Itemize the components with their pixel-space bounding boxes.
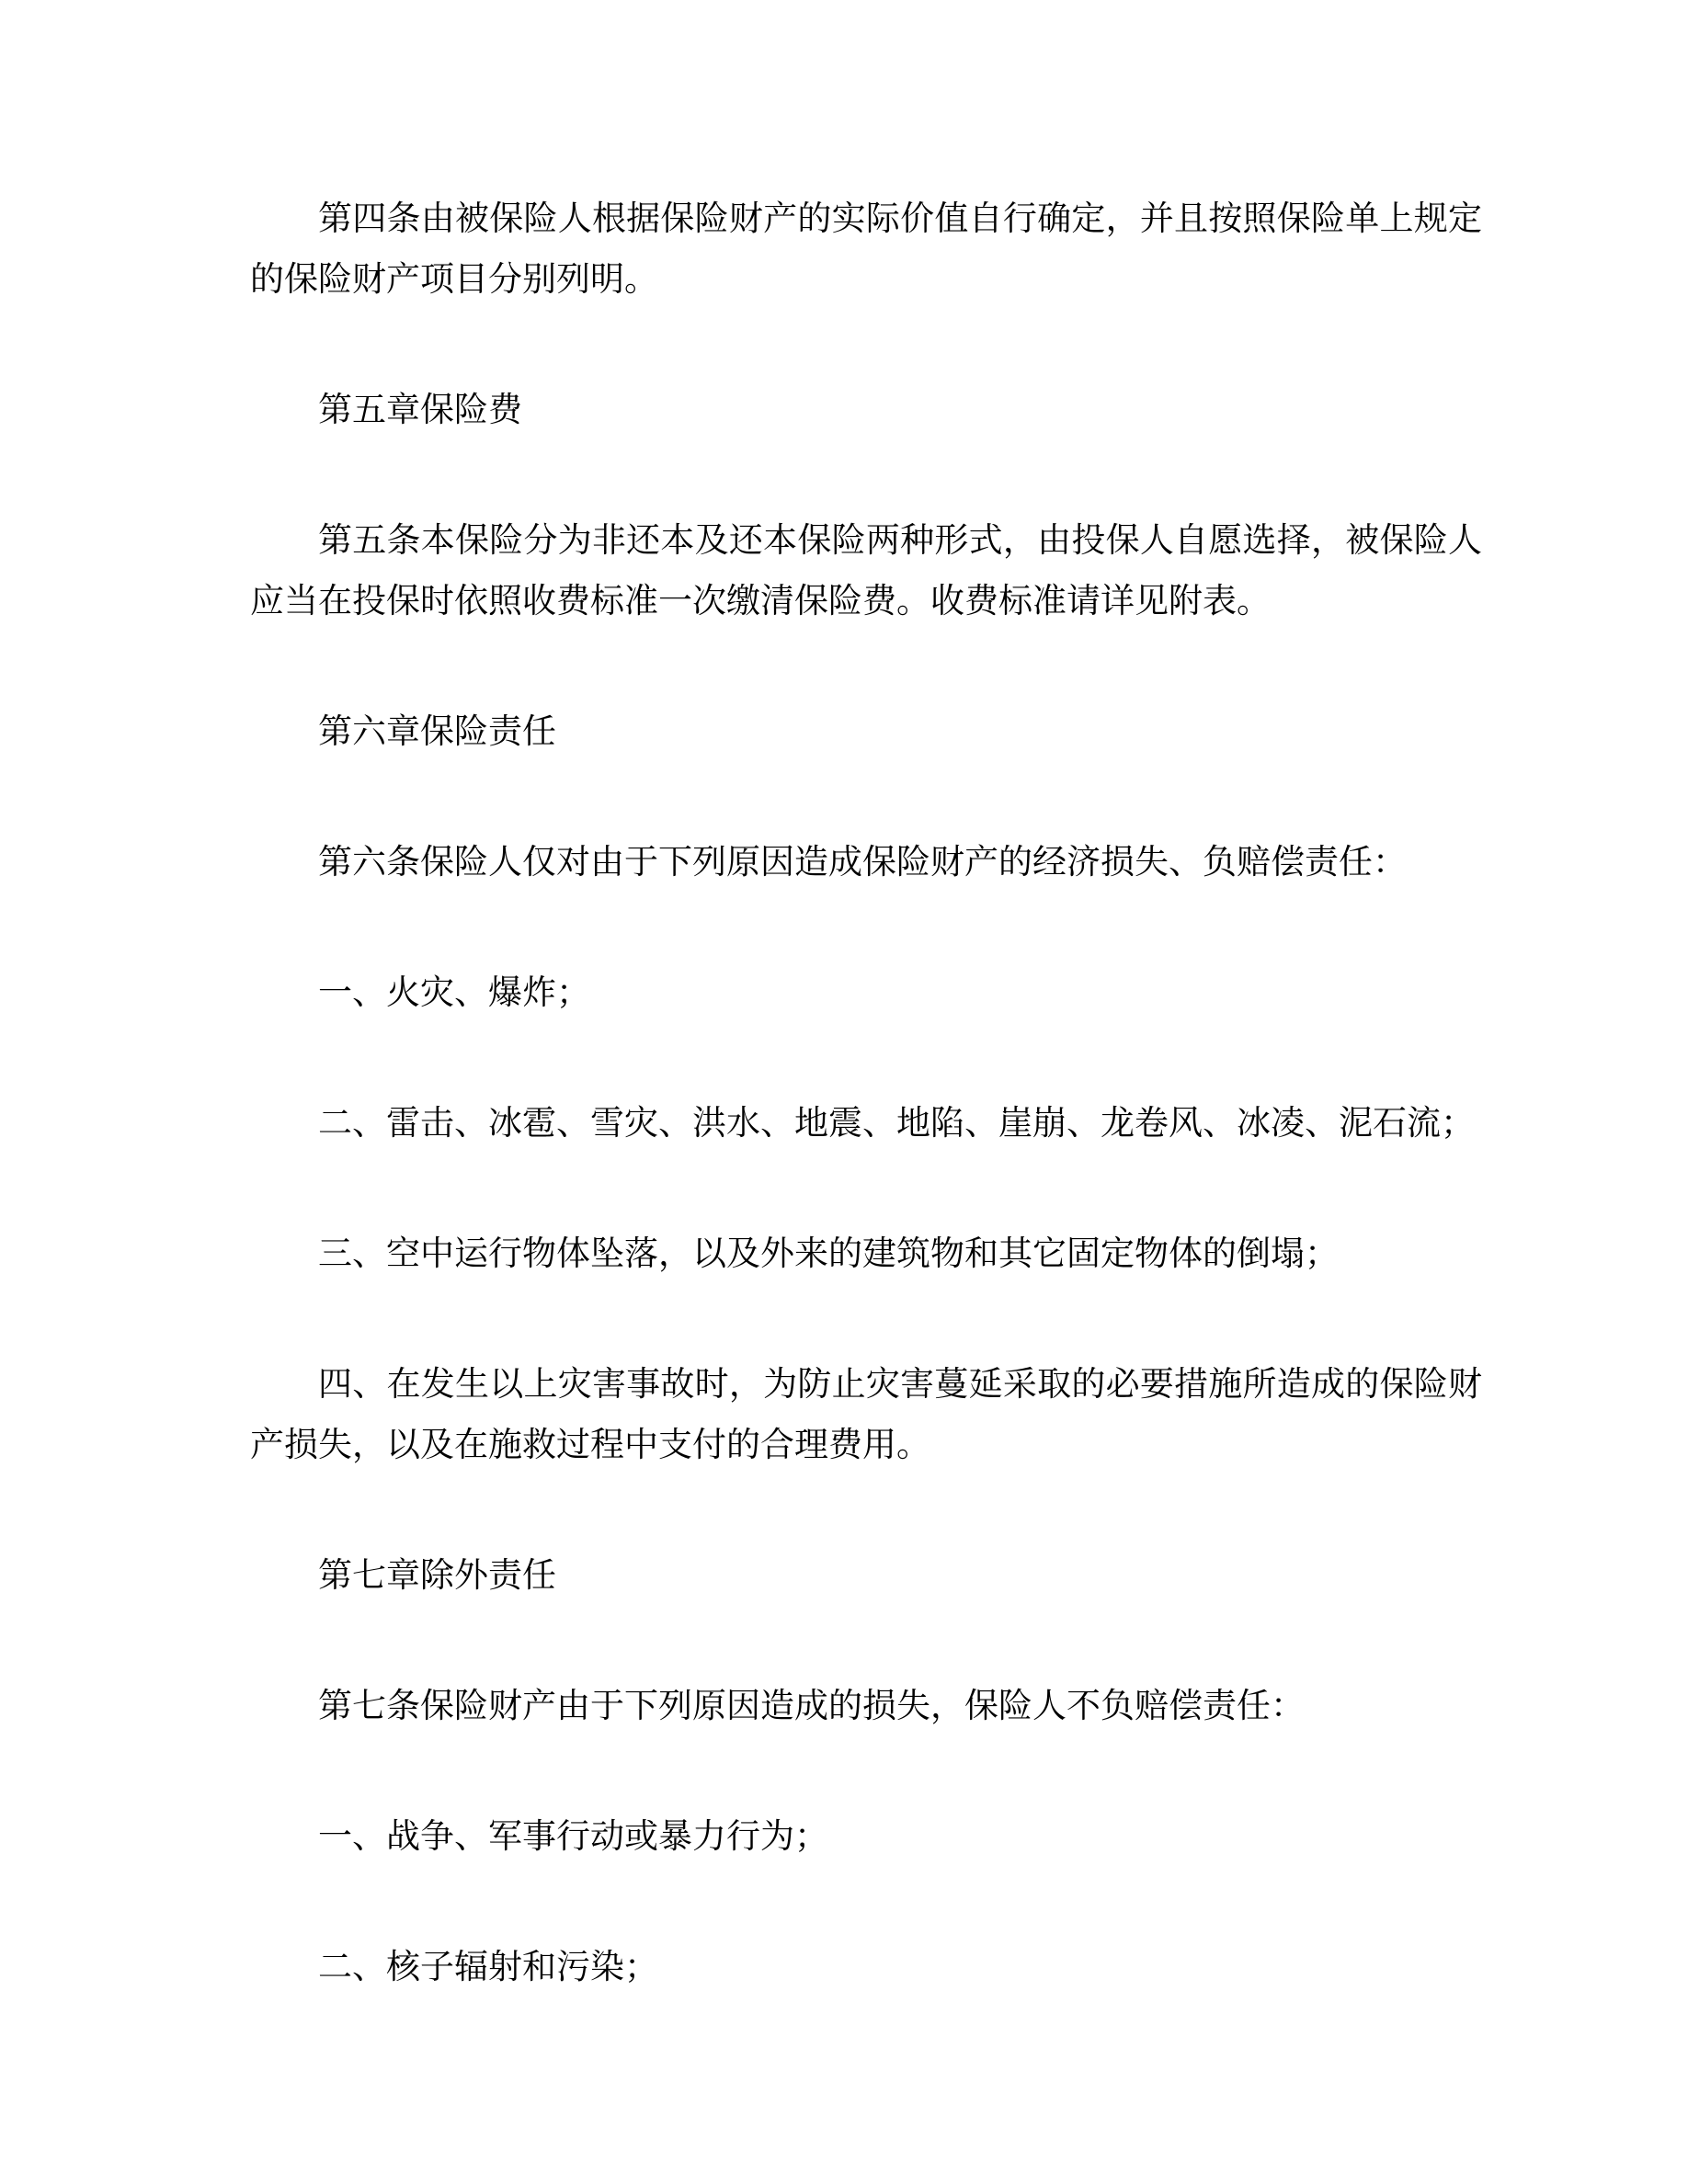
article-6-item-3: 三、空中运行物体坠落，以及外来的建筑物和其它固定物体的倒塌； [318,1235,1339,1273]
article-5-paragraph: 第五条本保险分为非还本及还本保险两种形式，由投保人自愿选择，被保险人应当在投保时依照收费标准一次缴清保险费。收费标准请详见附表。 [250,522,1482,620]
article-7-item-1: 一、战争、军事行动或暴力行为； [318,1818,828,1856]
chapter-6-heading: 第六章保险责任 [318,713,556,751]
document-body [250,189,1482,1998]
article-4-paragraph: 第四条由被保险人根据保险财产的实际价值自行确定，并且按照保险单上规定的保险财产项目分别列明。 [250,200,1482,299]
chapter-7-heading: 第七章除外责任 [318,1557,556,1595]
article-6-item-4: 四、在发生以上灾害事故时，为防止灾害蔓延采取的必要措施所造成的保险财产损失，以及在施救过程中支付的合理费用。 [250,1366,1482,1464]
article-7-item-2: 二、核子辐射和污染； [318,1949,658,1986]
article-6-item-2: 二、雷击、冰雹、雪灾、洪水、地震、地陷、崖崩、龙卷风、冰凌、泥石流； [318,1105,1475,1143]
chapter-5-heading: 第五章保险费 [318,392,522,429]
article-6-paragraph: 第六条保险人仅对由于下列原因造成保险财产的经济损失、负赔偿责任： [318,844,1407,882]
article-6-item-1: 一、火灾、爆炸； [318,974,590,1012]
article-7-paragraph: 第七条保险财产由于下列原因造成的损失，保险人不负赔偿责任： [318,1688,1305,1725]
